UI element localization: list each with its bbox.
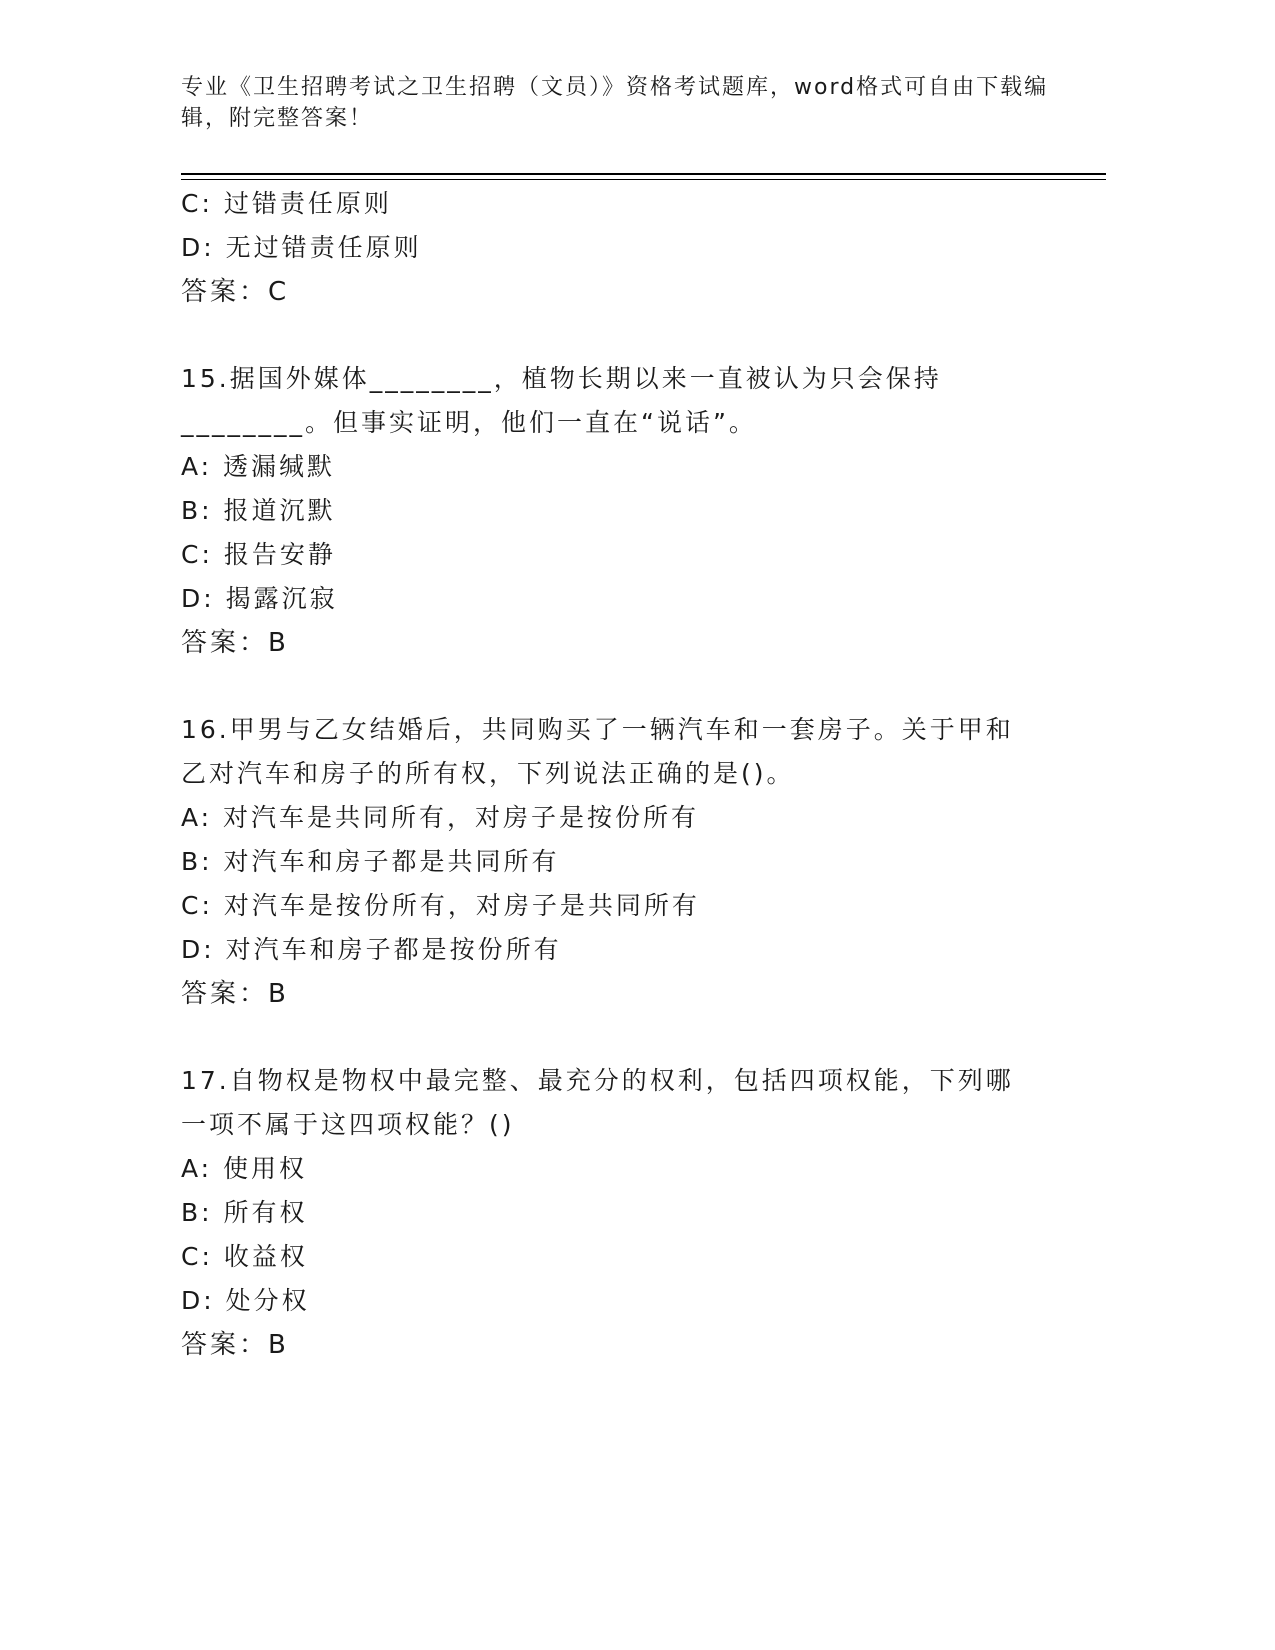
question-stem: 17.自物权是物权中最完整、最充分的权利，包括四项权能，下列哪一项不属于这四项权能？() xyxy=(181,1066,1014,1139)
option-text: D: 无过错责任原则 xyxy=(181,233,422,262)
answer-text: 答案：C xyxy=(181,277,290,307)
question-stem: 15.据国外媒体________，植物长期以来一直被认为只会保持________。但事实证明，他们一直在“说话”。 xyxy=(181,364,942,437)
option-text: A: 透漏缄默 xyxy=(181,452,336,481)
option-text: D: 揭露沉寂 xyxy=(181,584,338,613)
header-divider-thin xyxy=(181,179,1106,180)
question-content xyxy=(181,182,1041,1367)
option-text: D: 处分权 xyxy=(181,1286,310,1315)
question-stem: 16.甲男与乙女结婚后，共同购买了一辆汽车和一套房子。关于甲和乙对汽车和房子的所有权，下列说法正确的是()。 xyxy=(181,715,1014,788)
header-divider-thick xyxy=(181,173,1106,175)
option-text: C: 报告安静 xyxy=(181,540,336,569)
option-text: B: 所有权 xyxy=(181,1198,308,1227)
option-text: B: 报道沉默 xyxy=(181,496,336,525)
answer-text: 答案：B xyxy=(181,979,289,1009)
option-text: C: 对汽车是按份所有，对房子是共同所有 xyxy=(181,891,700,920)
option-text: B: 对汽车和房子都是共同所有 xyxy=(181,847,560,876)
answer-text: 答案：B xyxy=(181,628,289,658)
document-header: 专业《卫生招聘考试之卫生招聘（文员）》资格考试题库，word格式可自由下载编辑，附完整答案！ xyxy=(181,75,1049,131)
option-text: C: 过错责任原则 xyxy=(181,189,392,218)
answer-text: 答案：B xyxy=(181,1330,289,1360)
option-text: A: 使用权 xyxy=(181,1154,308,1183)
option-text: A: 对汽车是共同所有，对房子是按份所有 xyxy=(181,803,700,832)
option-text: C: 收益权 xyxy=(181,1242,308,1271)
option-text: D: 对汽车和房子都是按份所有 xyxy=(181,935,562,964)
